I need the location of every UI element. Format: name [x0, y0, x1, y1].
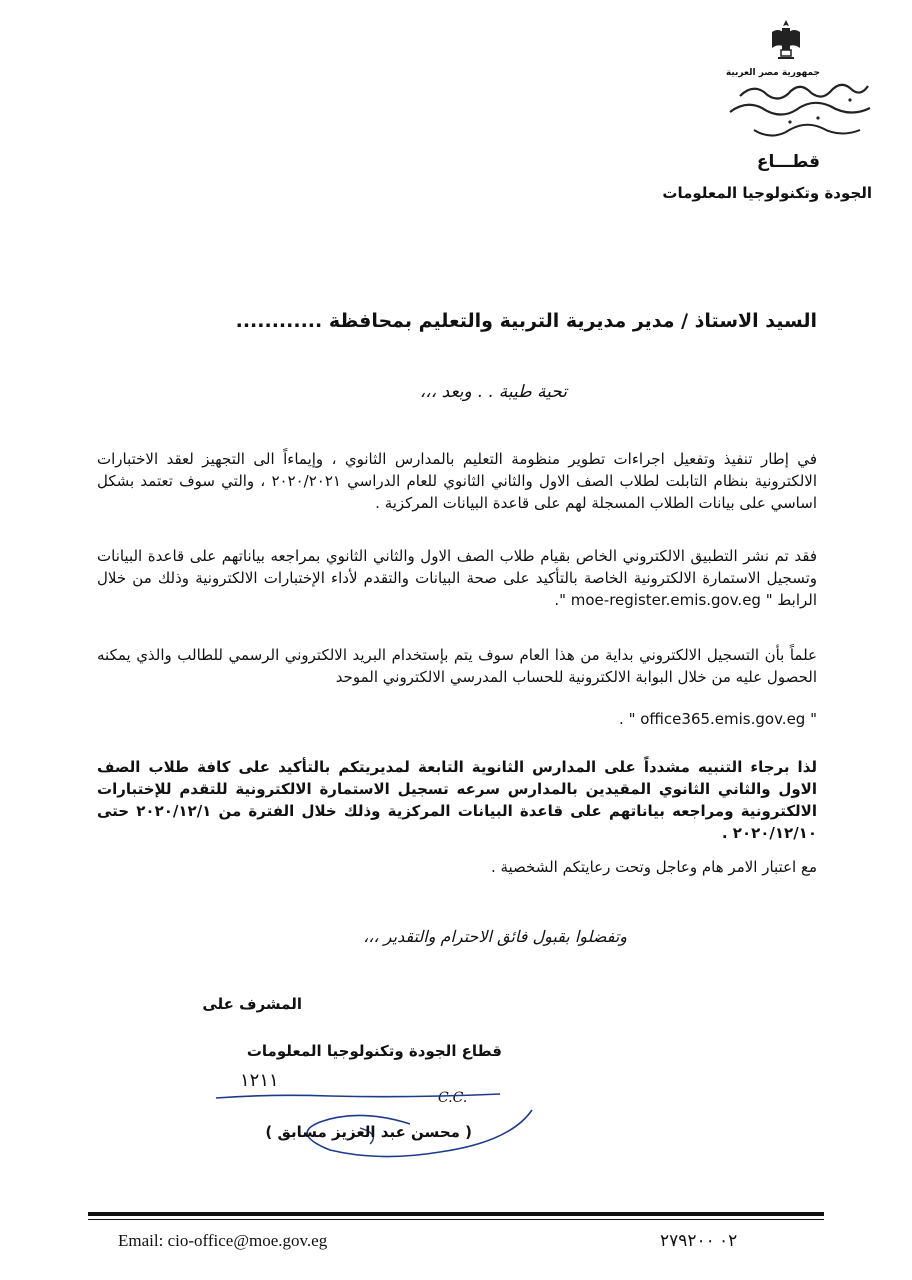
signature-sector: قطاع الجودة وتكنولوجيا المعلومات: [246, 1042, 502, 1060]
supervisor-title: المشرف على: [202, 995, 302, 1013]
greeting: تحية طيبة . . وبعد ،،،: [419, 382, 567, 402]
paragraph-app: فقد تم نشر التطبيق الالكتروني الخاص بقيام طلاب الصف الاول والثاني الثانوي بمراجعه بياناتهم على قاعدة البيانات وتسجيل الاستمارة الالكترونية الخاصة بالتأكيد على صحة البيانات والتقدم لأداء الإختبارات الالكترونية وذلك من خلال الرابط " moe-register.emis.gov.eg ".: [97, 547, 817, 609]
sector-label: قطـــاع: [756, 152, 820, 172]
cc-mark: C.C.: [438, 1090, 468, 1106]
handwritten-signature: [210, 1064, 540, 1164]
ministry-logo: [700, 78, 876, 144]
closing: وتفضلوا بقبول فائق الاحترام والتقدير ،،،: [363, 927, 627, 946]
signatory-name: ( محسن عبد العزيز مسابق ): [265, 1123, 472, 1141]
footer-divider-thin: [88, 1219, 824, 1220]
footer-email: Email: cio-office@moe.gov.eg: [118, 1231, 328, 1250]
addressee: السيد الاستاذ / مدير مديرية التربية والتعليم بمحافظة ............: [235, 310, 817, 332]
sector-name: الجودة وتكنولوجيا المعلومات: [662, 184, 872, 202]
footer-divider: [88, 1212, 824, 1216]
republic-label: جمهورية مصر العربية: [725, 68, 820, 78]
paragraph-email: علماً بأن التسجيل الالكتروني بداية من هذا العام سوف يتم بإستخدام البريد الالكتروني الرسمي للطالب والذي يمكنه الحصول عليه من خلال البوابة الالكترونية للحساب المدرسي الالكتروني الموحد: [97, 646, 817, 686]
eagle-emblem-icon: [768, 18, 804, 64]
office365-link: " office365.emis.gov.eg " .: [619, 710, 817, 728]
footer-phone: ٠٢ ٢٧٩٢٠٠: [660, 1231, 738, 1250]
signature-number: ١٢١١: [240, 1070, 279, 1091]
paragraph-request: لذا برجاء التنبيه مشدداً على المدارس الثانوية التابعة لمديريتكم بالتأكيد على كافة طلاب الصف الاول والثاني الثانوي المقيدين بالمدارس سرعه تسجيل الاستمارة الالكترونية للتقدم للإختبارات الالكترونية ومراجعه بياناتهم على قاعدة البيانات المركزية وذلك خلال الفترة من ٢٠٢٠/١٢/١ حتى ٢٠٢٠/١٢/١٠ .: [97, 758, 817, 842]
paragraph-intro: في إطار تنفيذ وتفعيل اجراءات تطوير منظومة التعليم بالمدارس الثانوي ، وإيماءاً الى التجهيز لعقد الاختبارات الالكترونية بنظام التابلت لطلاب الصف الاول والثاني الثانوي للعام الدراسي ٢٠٢٠/٢٠٢١ ، والتي سوف تعتمد بشكل اساسي على بيانات الطلاب المسجلة لهم على قاعدة البيانات المركزية .: [97, 450, 817, 512]
paragraph-urgent: مع اعتبار الامر هام وعاجل وتحت رعايتكم الشخصية .: [490, 858, 817, 876]
